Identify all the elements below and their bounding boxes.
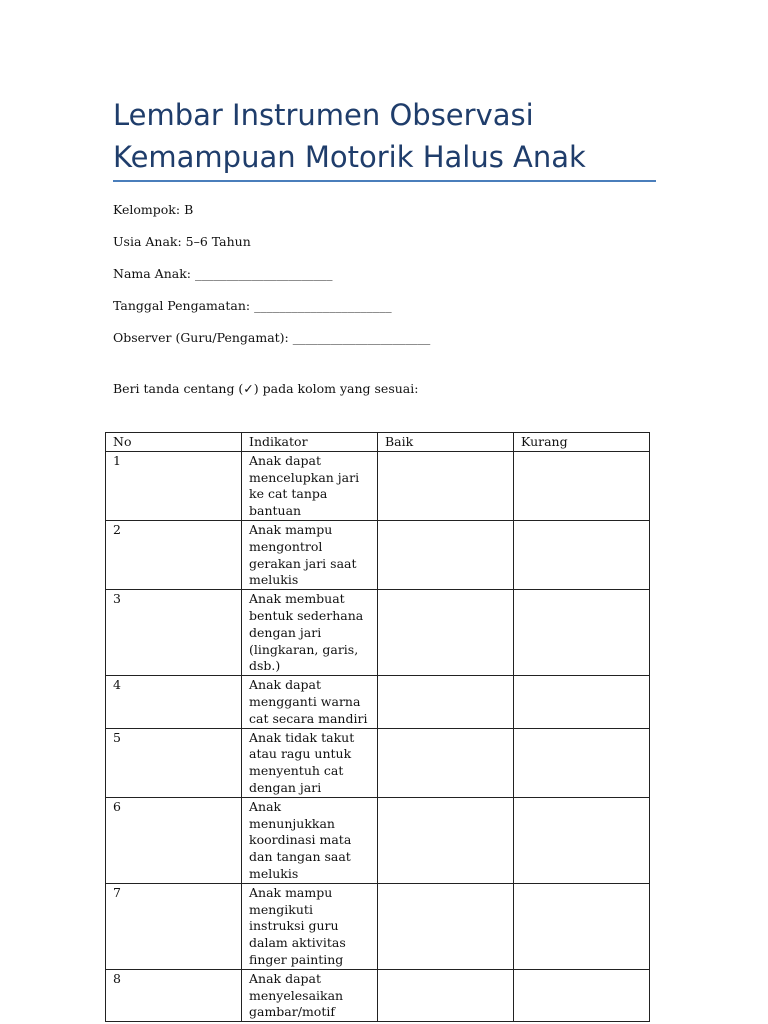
row-no: 3 [106,590,242,676]
cell-baik[interactable] [378,728,514,797]
field-kelompok: Kelompok: B [113,202,194,217]
title-line-1: Lembar Instrumen Observasi [113,98,534,132]
row-indikator: Anak membuat bentuk sederhana dengan jari (lingkaran, garis, dsb.) [242,590,378,676]
field-usia-anak: Usia Anak: 5–6 Tahun [113,234,251,249]
header-baik: Baik [378,433,514,452]
row-no: 8 [106,969,242,1021]
row-no: 1 [106,451,242,520]
table-row [106,883,650,969]
header-kurang: Kurang [514,433,650,452]
title-underline [113,180,656,182]
instruction-text: Beri tanda centang (✓) pada kolom yang sesuai: [113,381,419,396]
row-no: 2 [106,520,242,589]
table-header-row [106,433,650,452]
row-no: 5 [106,728,242,797]
cell-kurang[interactable] [514,728,650,797]
row-indikator: Anak tidak takut atau ragu untuk menyentuh cat dengan jari [242,728,378,797]
table-row [106,797,650,883]
table-row [106,451,650,520]
cell-kurang[interactable] [514,969,650,1021]
row-no: 6 [106,797,242,883]
field-observer: Observer (Guru/Pengamat): ______________________ [113,330,431,345]
cell-kurang[interactable] [514,676,650,728]
header-no: No [106,433,242,452]
row-no: 4 [106,676,242,728]
row-indikator: Anak menunjukkan koordinasi mata dan tangan saat melukis [242,797,378,883]
table-row [106,676,650,728]
cell-baik[interactable] [378,590,514,676]
field-nama-anak: Nama Anak: ______________________ [113,266,333,281]
cell-kurang[interactable] [514,451,650,520]
row-indikator: Anak mampu mengikuti instruksi guru dalam aktivitas finger painting [242,883,378,969]
row-no: 7 [106,883,242,969]
cell-kurang[interactable] [514,883,650,969]
cell-baik[interactable] [378,883,514,969]
cell-baik[interactable] [378,520,514,589]
title-line-2: Kemampuan Motorik Halus Anak [113,140,586,174]
cell-kurang[interactable] [514,797,650,883]
table-row [106,969,650,1021]
observation-table [105,432,650,1022]
cell-baik[interactable] [378,451,514,520]
row-indikator: Anak mampu mengontrol gerakan jari saat melukis [242,520,378,589]
field-tanggal-pengamatan: Tanggal Pengamatan: ______________________ [113,298,392,313]
document-title [113,94,658,178]
row-indikator: Anak dapat mengganti warna cat secara mandiri [242,676,378,728]
cell-baik[interactable] [378,676,514,728]
cell-baik[interactable] [378,797,514,883]
table-row [106,520,650,589]
cell-kurang[interactable] [514,520,650,589]
row-indikator: Anak dapat mencelupkan jari ke cat tanpa bantuan [242,451,378,520]
cell-kurang[interactable] [514,590,650,676]
row-indikator: Anak dapat menyelesaikan gambar/motif [242,969,378,1021]
cell-baik[interactable] [378,969,514,1021]
table-row [106,728,650,797]
header-indikator: Indikator [242,433,378,452]
table-row [106,590,650,676]
